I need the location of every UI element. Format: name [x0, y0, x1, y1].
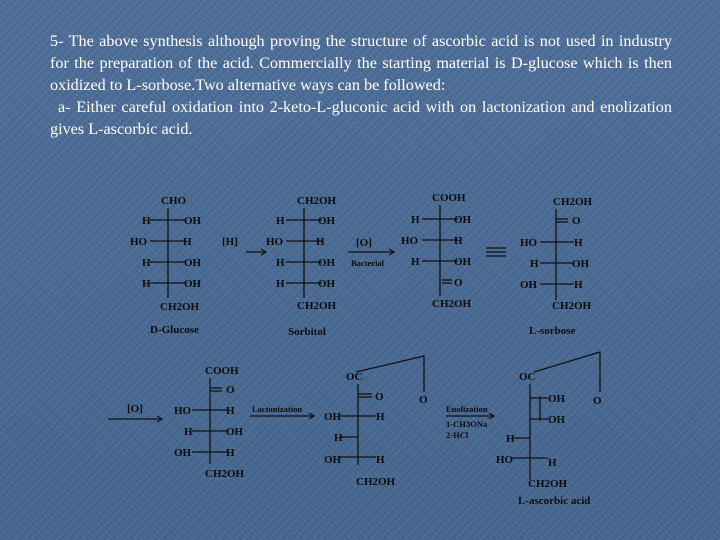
ascorbic-r2-right: OH — [548, 414, 566, 426]
sorbitol-r2-left: HO — [266, 236, 284, 248]
glucose-structure — [130, 195, 202, 336]
step-2-sublabel: Bacterial — [351, 258, 385, 268]
arrow-bacterial-oxidation — [348, 237, 394, 268]
sorbose-open-top: COOH — [432, 192, 466, 204]
sorbose-open-bottom: CH2OH — [432, 298, 472, 310]
ascorbic-r4-right: H — [548, 457, 557, 469]
sorbitol-structure — [266, 195, 337, 338]
paragraph-synthesis: 5- The above synthesis although proving the structure of ascorbic acid is not used in industry for the preparation of the acid. Commercially the starting material is D-glucose which is then oxidized to L-sorbose.Two alternative ways can be followed: — [50, 32, 672, 94]
sorbose-open-r3-left: H — [411, 256, 420, 268]
lactone-r2-left: H — [334, 432, 343, 444]
sorbitol-r4-left: H — [276, 278, 285, 290]
sorbitol-r1-left: H — [276, 215, 285, 227]
keto-acid-r2-right: OH — [226, 426, 244, 438]
keto-acid-r3-right: H — [226, 447, 235, 459]
ascorbic-r4-left: HO — [496, 454, 514, 466]
sorbose-structure — [520, 196, 593, 337]
lactone-r3-left: OH — [324, 454, 342, 466]
sorbose-open-structure — [401, 192, 472, 310]
sorbose-open-carbonyl: O — [454, 277, 463, 289]
step-3-label: [O] — [127, 403, 143, 415]
keto-acid-bottom: CH2OH — [205, 468, 245, 480]
lactone-r1-right: H — [376, 411, 385, 423]
ascorbic-label: L-ascorbic acid — [518, 495, 591, 507]
arrow-lactonization — [250, 404, 314, 419]
ascorbic-r1-right: OH — [548, 393, 566, 405]
lactone-r1-left: OH — [324, 411, 342, 423]
sorbitol-r3-right: OH — [318, 257, 336, 269]
lactone-carbonyl: O — [375, 391, 384, 403]
step-1-label: [H] — [222, 236, 238, 248]
glucose-r3-right: OH — [184, 257, 202, 269]
sorbose-open-r1-left: H — [411, 214, 420, 226]
keto-acid-top: COOH — [205, 365, 239, 377]
lactone-ring-oxygen: O — [419, 394, 428, 406]
sorbitol-r1-right: OH — [318, 215, 336, 227]
sorbitol-bottom: CH2OH — [297, 300, 337, 312]
step-5-line-2: 1-CH3ONa — [446, 419, 488, 429]
glucose-label: D-Glucose — [150, 324, 199, 336]
sorbose-r4-right: H — [574, 279, 583, 291]
glucose-r3-left: H — [142, 257, 151, 269]
keto-acid-r2-left: H — [184, 426, 193, 438]
lactone-bottom: CH2OH — [356, 476, 396, 488]
ascorbic-r3-left: H — [506, 433, 515, 445]
sorbose-open-r3-right: OH — [454, 256, 472, 268]
keto-acid-r1-left: HO — [174, 405, 192, 417]
sorbose-label: L-sorbose — [529, 325, 576, 337]
lactone-top: OC — [346, 371, 363, 383]
sorbose-bottom: CH2OH — [552, 300, 592, 312]
sorbitol-label: Sorbitol — [288, 326, 326, 338]
sorbitol-r2-right: H — [316, 236, 325, 248]
glucose-bottom: CH2OH — [160, 301, 200, 313]
arrow-enolization — [446, 404, 494, 440]
lactone-r3-right: H — [376, 454, 385, 466]
sorbose-r2-right: H — [574, 237, 583, 249]
sorbitol-top: CH2OH — [297, 195, 337, 207]
glucose-r4-right: OH — [184, 278, 202, 290]
glucose-r4-left: H — [142, 278, 151, 290]
glucose-r2-left: HO — [130, 236, 148, 248]
paragraph-option-a: a- Either careful oxidation into 2-keto-L-gluconic acid with on lactonization and enolization gives L-ascorbic acid. — [50, 98, 672, 138]
keto-acid-structure — [174, 365, 245, 480]
sorbose-open-r1-right: OH — [454, 214, 472, 226]
sorbose-r2-left: HO — [520, 237, 538, 249]
ascorbic-bottom: CH2OH — [528, 478, 568, 490]
sorbitol-r4-right: OH — [318, 278, 336, 290]
keto-acid-r3-left: OH — [174, 447, 192, 459]
sorbose-open-r2-left: HO — [401, 235, 419, 247]
arrow-oxidation-2 — [108, 403, 162, 422]
lactone-structure — [324, 356, 428, 488]
sorbose-carbonyl: O — [572, 215, 581, 227]
step-4-label: Lactonization — [252, 404, 303, 414]
keto-acid-carbonyl: O — [226, 384, 235, 396]
glucose-top: CHO — [161, 195, 187, 207]
equivalence-sign — [486, 248, 506, 256]
step-2-label: [O] — [356, 237, 372, 249]
sorbose-top: CH2OH — [553, 196, 593, 208]
step-5-line-3: 2-HCl — [446, 430, 469, 440]
arrow-reduction — [222, 236, 266, 255]
ascorbic-top: OC — [519, 371, 536, 383]
keto-acid-r1-right: H — [226, 405, 235, 417]
step-5-line-1: Enolization — [446, 404, 488, 414]
ascorbic-ring-oxygen: O — [593, 395, 602, 407]
sorbose-r4-left: OH — [520, 279, 538, 291]
sorbose-open-r2-right: H — [454, 235, 463, 247]
glucose-r1-left: H — [142, 215, 151, 227]
sorbose-r3-right: OH — [572, 258, 590, 270]
sorbose-r3-left: H — [530, 258, 539, 270]
glucose-r1-right: OH — [184, 215, 202, 227]
sorbitol-r3-left: H — [276, 257, 285, 269]
glucose-r2-right: H — [183, 236, 192, 248]
ascorbic-acid-structure — [496, 352, 602, 507]
